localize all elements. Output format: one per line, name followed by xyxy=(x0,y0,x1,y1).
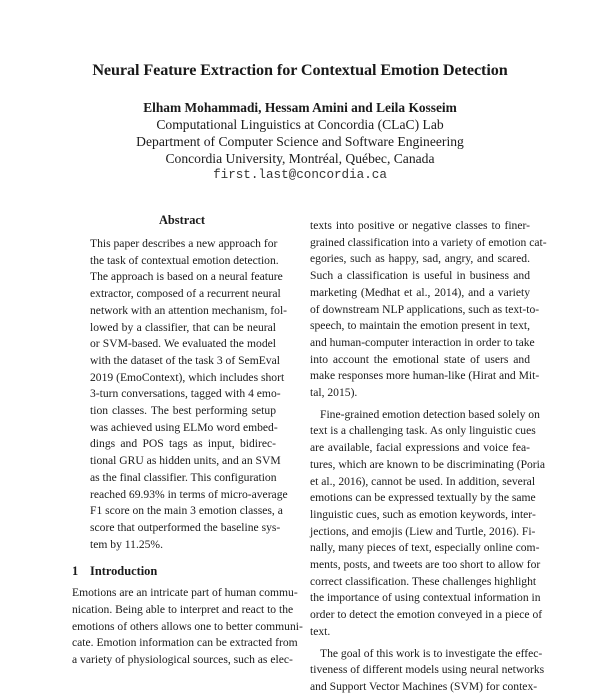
abstract-line: with the dataset of the task 3 of SemEval xyxy=(90,353,280,367)
abstract-line: dings and POS tags as input, bidirec- xyxy=(90,437,276,451)
text-line: et al., 2016), cannot be used. In addition, several xyxy=(310,474,536,488)
text-line: tiveness of different models using neural networks xyxy=(310,663,545,677)
author-names: Elham Mohammadi, Hessam Amini and Leila Kosseim xyxy=(143,100,457,115)
right-column xyxy=(310,218,547,696)
abstract-line: as the final classifier. This configuration xyxy=(90,470,277,484)
text-line: text is a challenging task. As only linguistic cues xyxy=(310,424,536,438)
text-line: ments, posts, and tweets are too short to allow for xyxy=(310,558,541,572)
text-line: tal, 2015). xyxy=(310,386,358,400)
text-line: and Support Vector Machines (SVM) for contex- xyxy=(310,679,538,693)
text-line: jections, and emojis (Liew and Turtle, 2016). Fi- xyxy=(310,524,536,538)
text-line: a variety of physiological sources, such as elec- xyxy=(72,653,293,667)
abstract-line: This paper describes a new approach for xyxy=(90,237,278,250)
text-line: cate. Emotion information can be extracted from xyxy=(72,636,298,650)
abstract-line: tion classes. The best performing setup xyxy=(90,404,276,418)
text-line: nication. Being able to interpret and react to the xyxy=(72,603,294,617)
text-line: emotions of others allows one to better communi- xyxy=(72,619,303,633)
abstract-line: F1 score on the main 3 emotion classes, a xyxy=(90,504,283,518)
text-line: speech, to maintain the emotion present in text, xyxy=(310,319,530,333)
paper-title: Neural Feature Extraction for Contextual Emotion Detection xyxy=(92,61,508,79)
abstract-body xyxy=(90,236,288,553)
text-line: into account the emotional state of users and xyxy=(310,352,530,366)
text-line: order to detect the emotion conveyed in a piece of xyxy=(310,608,543,622)
abstract-line: or SVM-based. We evaluated the model xyxy=(90,337,276,351)
abstract-line: tional GRU as hidden units, and an SVM xyxy=(90,454,281,468)
introduction-paragraph xyxy=(310,407,546,641)
text-line: The goal of this work is to investigate the effec- xyxy=(320,646,543,660)
author-email: first.last@concordia.ca xyxy=(213,168,387,182)
text-line: tures, which are known to be discriminating (Poria xyxy=(310,457,546,471)
left-column xyxy=(72,212,303,669)
text-line: make responses more human-like (Hirat and Mit- xyxy=(310,369,540,383)
text-line: correct classification. These challenges highlight xyxy=(310,574,537,588)
section-number: 1 xyxy=(72,564,79,579)
text-line: of downstream NLP applications, such as text-to- xyxy=(310,302,540,316)
author-block xyxy=(0,99,600,184)
text-line: and human-computer interaction in order to take xyxy=(310,335,535,349)
abstract-line: 3-turn conversations, tagged with 4 emo- xyxy=(90,387,281,401)
text-line: marketing (Medhat et al., 2014), and a variety xyxy=(310,285,530,299)
text-line: Such a classification is useful in business and xyxy=(310,269,530,283)
text-line: nally, many pieces of text, especially online com- xyxy=(310,541,540,555)
affiliation-university: Concordia University, Montréal, Québec, Canada xyxy=(165,151,435,166)
introduction-paragraph xyxy=(310,218,547,402)
text-line: Emotions are an intricate part of human commu- xyxy=(72,586,298,600)
abstract-line: reached 69.93% in terms of micro-average xyxy=(90,487,288,501)
text-line: text. xyxy=(310,624,331,638)
text-line: are available, facial expressions and voice fea- xyxy=(310,441,530,455)
abstract-line: tem by 11.25%. xyxy=(90,537,163,551)
text-line: texts into positive or negative classes to finer- xyxy=(310,219,530,232)
abstract-line: The approach is based on a neural feature xyxy=(90,270,283,284)
abstract-line: 2019 (EmoContext), which includes short xyxy=(90,370,285,384)
section-title: Introduction xyxy=(90,564,158,579)
abstract-heading: Abstract xyxy=(158,213,206,227)
abstract-line: extractor, composed of a recurrent neural xyxy=(90,287,281,301)
introduction-paragraph xyxy=(310,646,545,696)
text-line: the importance of using contextual information in xyxy=(310,591,541,605)
text-line: Fine-grained emotion detection based solely on xyxy=(320,407,540,421)
affiliation-lab: Computational Linguistics at Concordia (CLaC) Lab xyxy=(156,117,444,132)
abstract-line: lowed by a classifier, that can be neural xyxy=(90,320,276,334)
text-line: linguistic cues, such as emotion keywords, inter- xyxy=(310,507,536,521)
affiliation-department: Department of Computer Science and Software Engineering xyxy=(136,134,464,149)
introduction-paragraph xyxy=(72,585,303,669)
text-line: grained classification into a variety of emotion cat- xyxy=(310,235,547,249)
abstract-line: was achieved using ELMo word embed- xyxy=(90,420,278,434)
text-line: emotions can be expressed textually by the same xyxy=(310,491,536,505)
abstract-line: score that outperformed the baseline sys- xyxy=(90,520,281,534)
text-line: egories, such as happy, sad, angry, and scared. xyxy=(310,252,530,266)
abstract-line: the task of contextual emotion detection. xyxy=(90,253,279,267)
abstract-line: network with an attention mechanism, fol- xyxy=(90,303,288,317)
introduction-heading xyxy=(72,563,292,579)
